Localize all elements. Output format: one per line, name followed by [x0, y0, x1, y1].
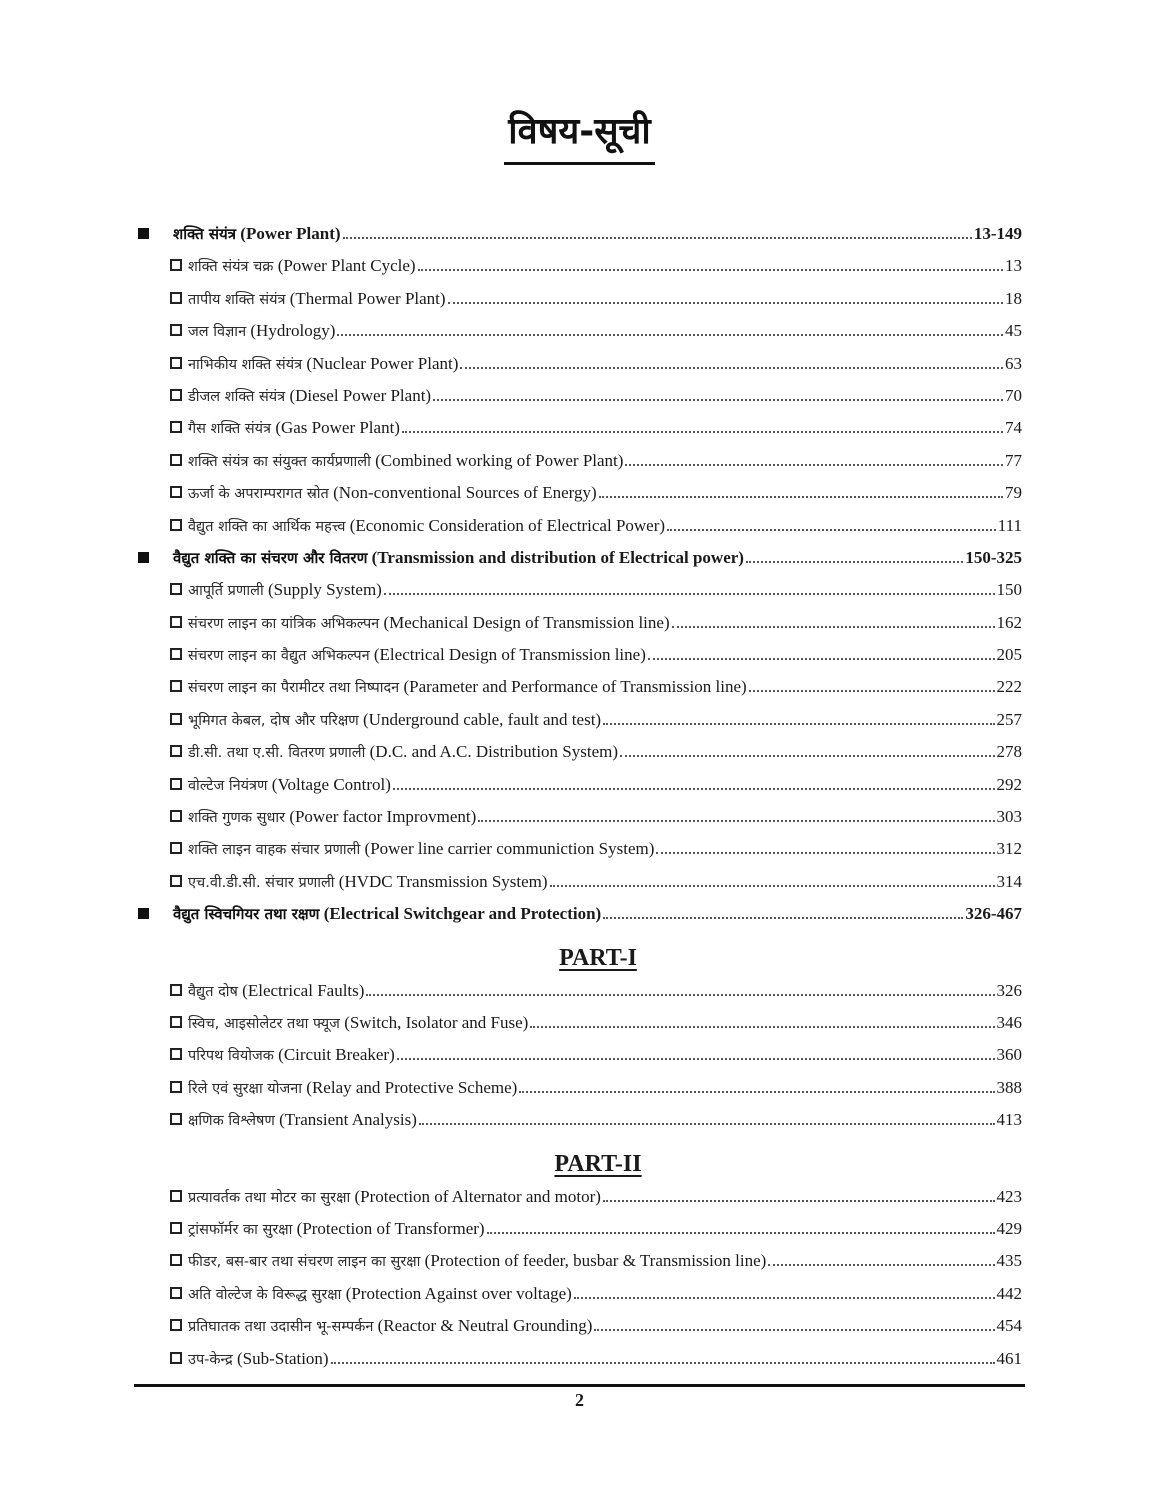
entry-page-number: 292	[996, 774, 1022, 794]
toc-section-transmission-distribution[interactable]	[134, 548, 1022, 580]
dot-leader	[478, 820, 994, 822]
entry-page-number: 413	[996, 1110, 1022, 1130]
dot-leader	[603, 1200, 995, 1202]
toc-entry[interactable]	[134, 645, 1022, 677]
toc-entry[interactable]	[134, 1013, 1022, 1045]
toc-entry[interactable]	[134, 256, 1022, 288]
toc-entry[interactable]	[134, 742, 1022, 774]
entry-page-number: 326	[996, 980, 1022, 1000]
dot-leader	[402, 431, 1003, 433]
section-title-hindi: शक्ति संयंत्र	[173, 225, 237, 243]
toc-entry[interactable]	[134, 1219, 1022, 1251]
entry-title-english: (Underground cable, fault and test)	[363, 709, 602, 729]
dot-leader	[384, 593, 995, 595]
hollow-square-bullet-icon	[170, 583, 182, 595]
dot-leader	[433, 399, 1003, 401]
dot-leader	[746, 561, 963, 563]
part-heading	[134, 1143, 1022, 1187]
entry-title-hindi: एच.वी.डी.सी. संचार प्रणाली	[188, 874, 335, 891]
footer-divider	[134, 1384, 1025, 1387]
hollow-square-bullet-icon	[170, 1222, 182, 1234]
page-title-text: विषय-सूची	[504, 108, 655, 165]
entry-title-english: (Combined working of Power Plant)	[375, 450, 624, 470]
entry-page-number: 257	[996, 709, 1022, 729]
entry-title-hindi: ट्रांसफॉर्मर का सुरक्षा	[188, 1221, 293, 1238]
entry-page-number: 18	[1005, 288, 1022, 308]
entry-title-hindi: शक्ति संयंत्र का संयुक्त कार्यप्रणाली	[188, 453, 371, 470]
entry-title-hindi: फीडर, बस-बार तथा संचरण लाइन का सुरक्षा	[188, 1254, 421, 1271]
entry-title-hindi: आपूर्ति प्रणाली	[188, 583, 264, 600]
entry-title-hindi: ऊर्जा के अपराम्परागत स्रोत	[188, 486, 329, 503]
dot-leader	[620, 755, 994, 757]
entry-page-number: 74	[1005, 418, 1022, 438]
entry-title-english: (Relay and Protective Scheme)	[306, 1077, 518, 1097]
hollow-square-bullet-icon	[170, 1319, 182, 1331]
entry-title-english: (Power factor Improvment)	[289, 807, 477, 827]
dot-leader	[625, 464, 1003, 466]
hollow-square-bullet-icon	[170, 1081, 182, 1093]
entry-page-number: 278	[996, 742, 1022, 762]
entry-title-hindi: डीजल शक्ति संयंत्र	[188, 388, 286, 405]
dot-leader	[331, 1362, 995, 1364]
entry-title-english: (Power line carrier communiction System)	[364, 839, 655, 859]
section-title-english: (Transmission and distribution of Electrical power)	[371, 547, 744, 567]
hollow-square-bullet-icon	[170, 486, 182, 498]
entry-title-hindi: प्रत्यावर्तक तथा मोटर का सुरक्षा	[188, 1189, 351, 1206]
entry-title-hindi: वैद्युत दोष	[188, 983, 238, 1000]
entry-title-hindi: क्षणिक विश्लेषण	[188, 1113, 275, 1130]
dot-leader	[648, 658, 995, 660]
dot-leader	[672, 626, 995, 628]
toc-entry[interactable]	[134, 1316, 1022, 1348]
entry-title-english: (Mechanical Design of Transmission line)	[383, 612, 670, 632]
entry-title-english: (Protection of Alternator and motor)	[354, 1186, 601, 1206]
entry-title-english: (Voltage Control)	[271, 774, 391, 794]
entry-title-hindi: रिले एवं सुरक्षा योजना	[188, 1080, 303, 1097]
hollow-square-bullet-icon	[170, 984, 182, 996]
entry-page-number: 77	[1005, 450, 1022, 470]
hollow-square-bullet-icon	[170, 1287, 182, 1299]
hollow-square-bullet-icon	[170, 454, 182, 466]
entry-title-english: (Nuclear Power Plant)	[306, 353, 459, 373]
dot-leader	[594, 1329, 994, 1331]
entry-page-number: 13	[1005, 256, 1022, 276]
hollow-square-bullet-icon	[170, 519, 182, 531]
entry-title-english: (Thermal Power Plant)	[289, 288, 446, 308]
section-title-english: (Electrical Switchgear and Protection)	[323, 904, 602, 924]
hollow-square-bullet-icon	[170, 810, 182, 822]
dot-leader	[418, 269, 1003, 271]
dot-leader	[530, 1026, 994, 1028]
dot-leader	[667, 529, 996, 531]
dot-leader	[656, 852, 994, 854]
toc-entry[interactable]	[134, 1187, 1022, 1219]
entry-page-number: 442	[996, 1283, 1022, 1303]
entry-title-english: (D.C. and A.C. Distribution System)	[369, 742, 619, 762]
entry-title-english: (Diesel Power Plant)	[289, 385, 432, 405]
entry-title-hindi: नाभिकीय शक्ति संयंत्र	[188, 356, 303, 373]
dot-leader	[419, 1123, 995, 1125]
dot-leader	[366, 994, 994, 996]
page-title	[0, 108, 1159, 165]
filled-square-bullet-icon	[138, 908, 149, 919]
hollow-square-bullet-icon	[170, 875, 182, 887]
entry-page-number: 45	[1005, 321, 1022, 341]
entry-title-english: (Supply System)	[268, 580, 382, 600]
entry-page-number: 461	[996, 1348, 1022, 1368]
entry-title-english: (Economic Consideration of Electrical Power)	[349, 515, 666, 535]
toc-section-switchgear-protection[interactable]	[134, 904, 1022, 936]
hollow-square-bullet-icon	[170, 1352, 182, 1364]
section-page-range: 326-467	[965, 904, 1022, 924]
toc-entry[interactable]	[134, 981, 1022, 1013]
entry-page-number: 423	[996, 1186, 1022, 1206]
entry-title-hindi: जल विज्ञान	[188, 324, 247, 341]
entry-title-hindi: शक्ति संयंत्र चक्र	[188, 259, 274, 276]
part-label: PART-II	[554, 1151, 642, 1178]
entry-page-number: 435	[996, 1251, 1022, 1271]
entry-page-number: 388	[996, 1077, 1022, 1097]
entry-title-english: (Non-conventional Sources of Energy)	[333, 483, 597, 503]
toc-entry[interactable]	[134, 1284, 1022, 1316]
section-page-range: 150-325	[965, 547, 1022, 567]
entry-page-number: 162	[996, 612, 1022, 632]
entry-title-hindi: वैद्युत शक्ति का आर्थिक महत्त्व	[188, 518, 346, 535]
entry-title-english: (Switch, Isolator and Fuse)	[344, 1012, 529, 1032]
hollow-square-bullet-icon	[170, 324, 182, 336]
entry-page-number: 314	[996, 871, 1022, 891]
entry-title-hindi: प्रतिघातक तथा उदासीन भू-सम्पर्कन	[188, 1319, 374, 1336]
entry-page-number: 312	[996, 839, 1022, 859]
entry-page-number: 454	[996, 1316, 1022, 1336]
toc-entry[interactable]	[134, 451, 1022, 483]
toc-entry[interactable]	[134, 418, 1022, 450]
entry-title-english: (Parameter and Performance of Transmission line)	[403, 677, 747, 697]
hollow-square-bullet-icon	[170, 778, 182, 790]
dot-leader	[448, 302, 1003, 304]
entry-title-english: (Circuit Breaker)	[278, 1045, 395, 1065]
toc-entry[interactable]	[134, 1110, 1022, 1142]
toc-entry[interactable]	[134, 289, 1022, 321]
entry-page-number: 360	[996, 1045, 1022, 1065]
toc-entry[interactable]	[134, 483, 1022, 515]
entry-page-number: 303	[996, 807, 1022, 827]
hollow-square-bullet-icon	[170, 259, 182, 271]
entry-title-english: (Electrical Faults)	[242, 980, 365, 1000]
hollow-square-bullet-icon	[170, 292, 182, 304]
hollow-square-bullet-icon	[170, 389, 182, 401]
filled-square-bullet-icon	[138, 228, 149, 239]
entry-page-number: 70	[1005, 385, 1022, 405]
toc-entry[interactable]	[134, 872, 1022, 904]
dot-leader	[574, 1297, 995, 1299]
dot-leader	[519, 1091, 994, 1093]
toc-entry[interactable]	[134, 775, 1022, 807]
toc-entry[interactable]	[134, 354, 1022, 386]
entry-title-hindi: शक्ति लाइन वाहक संचार प्रणाली	[188, 842, 361, 859]
hollow-square-bullet-icon	[170, 616, 182, 628]
entry-title-english: (Hydrology)	[250, 321, 336, 341]
entry-page-number: 222	[996, 677, 1022, 697]
hollow-square-bullet-icon	[170, 1048, 182, 1060]
toc-entry[interactable]	[134, 677, 1022, 709]
entry-page-number: 79	[1005, 483, 1022, 503]
dot-leader	[550, 885, 995, 887]
dot-leader	[603, 723, 994, 725]
toc-entry[interactable]	[134, 1349, 1022, 1381]
toc-entry[interactable]	[134, 807, 1022, 839]
page-number: 2	[575, 1390, 584, 1410]
dot-leader	[603, 917, 963, 919]
toc-entry[interactable]	[134, 710, 1022, 742]
entry-title-english: (Transient Analysis)	[279, 1110, 417, 1130]
toc-entry[interactable]	[134, 1251, 1022, 1283]
entry-title-hindi: संचरण लाइन का पैरामीटर तथा निष्पादन	[188, 680, 400, 697]
entry-title-hindi: डी.सी. तथा ए.सी. वितरण प्रणाली	[188, 745, 366, 762]
toc-entry[interactable]	[134, 613, 1022, 645]
entry-title-hindi: परिपथ वियोजक	[188, 1048, 274, 1065]
entry-title-hindi: भूमिगत केबल, दोष और परिक्षण	[188, 712, 359, 729]
toc-entry[interactable]	[134, 839, 1022, 871]
toc-entry[interactable]	[134, 386, 1022, 418]
hollow-square-bullet-icon	[170, 745, 182, 757]
dot-leader	[749, 690, 995, 692]
entry-title-english: (Electrical Design of Transmission line)	[373, 645, 646, 665]
entry-title-hindi: संचरण लाइन का वैद्युत अभिकल्पन	[188, 648, 370, 665]
toc-entry[interactable]	[134, 1045, 1022, 1077]
entry-page-number: 346	[996, 1012, 1022, 1032]
entry-title-english: (Reactor & Neutral Grounding)	[377, 1316, 593, 1336]
entry-title-english: (Gas Power Plant)	[275, 418, 400, 438]
entry-title-hindi: अति वोल्टेज के विरूद्ध सुरक्षा	[188, 1286, 342, 1303]
dot-leader	[397, 1058, 995, 1060]
part-heading	[134, 937, 1022, 981]
entry-title-english: (Sub-Station)	[236, 1348, 329, 1368]
entry-title-english: (Protection Against over voltage)	[345, 1283, 572, 1303]
entry-page-number: 205	[996, 645, 1022, 665]
dot-leader	[460, 367, 1003, 369]
hollow-square-bullet-icon	[170, 357, 182, 369]
entry-title-english: (Protection of Transformer)	[296, 1218, 485, 1238]
table-of-contents	[134, 224, 1022, 1381]
hollow-square-bullet-icon	[170, 1190, 182, 1202]
toc-entry[interactable]	[134, 580, 1022, 612]
entry-title-hindi: तापीय शक्ति संयंत्र	[188, 291, 286, 308]
entry-page-number: 111	[997, 515, 1022, 535]
entry-title-hindi: वोल्टेज नियंत्रण	[188, 777, 268, 794]
hollow-square-bullet-icon	[170, 713, 182, 725]
entry-title-english: (HVDC Transmission System)	[338, 871, 548, 891]
entry-page-number: 429	[996, 1218, 1022, 1238]
entry-title-hindi: गैस शक्ति संयंत्र	[188, 421, 272, 438]
dot-leader	[337, 334, 1003, 336]
entry-page-number: 150	[996, 580, 1022, 600]
hollow-square-bullet-icon	[170, 421, 182, 433]
dot-leader	[343, 237, 972, 239]
toc-entry[interactable]	[134, 1078, 1022, 1110]
dot-leader	[599, 496, 1003, 498]
toc-entry[interactable]	[134, 321, 1022, 353]
entry-title-english: (Power Plant Cycle)	[277, 256, 416, 276]
dot-leader	[768, 1264, 994, 1266]
hollow-square-bullet-icon	[170, 1113, 182, 1125]
section-title-hindi: वैद्युत शक्ति का संचरण और वितरण	[173, 548, 368, 567]
part-label: PART-I	[559, 945, 637, 972]
entry-title-hindi: शक्ति गुणक सुधार	[188, 810, 286, 827]
dot-leader	[393, 788, 995, 790]
hollow-square-bullet-icon	[170, 1254, 182, 1266]
section-page-range: 13-149	[973, 224, 1022, 243]
section-title-english: (Power Plant)	[240, 224, 341, 243]
entry-title-hindi: स्विच, आइसोलेटर तथा फ्यूज	[188, 1015, 340, 1032]
entry-title-hindi: उप-केन्द्र	[188, 1351, 233, 1368]
entry-title-english: (Protection of feeder, busbar & Transmission line)	[424, 1251, 767, 1271]
dot-leader	[487, 1232, 995, 1234]
hollow-square-bullet-icon	[170, 1016, 182, 1028]
toc-section-power-plant[interactable]	[134, 224, 1022, 256]
toc-entry[interactable]	[134, 516, 1022, 548]
hollow-square-bullet-icon	[170, 842, 182, 854]
hollow-square-bullet-icon	[170, 648, 182, 660]
hollow-square-bullet-icon	[170, 680, 182, 692]
entry-page-number: 63	[1005, 353, 1022, 373]
section-title-hindi: वैद्युत स्विचगियर तथा रक्षण	[173, 905, 320, 924]
entry-title-hindi: संचरण लाइन का यांत्रिक अभिकल्पन	[188, 615, 380, 632]
filled-square-bullet-icon	[138, 552, 149, 563]
